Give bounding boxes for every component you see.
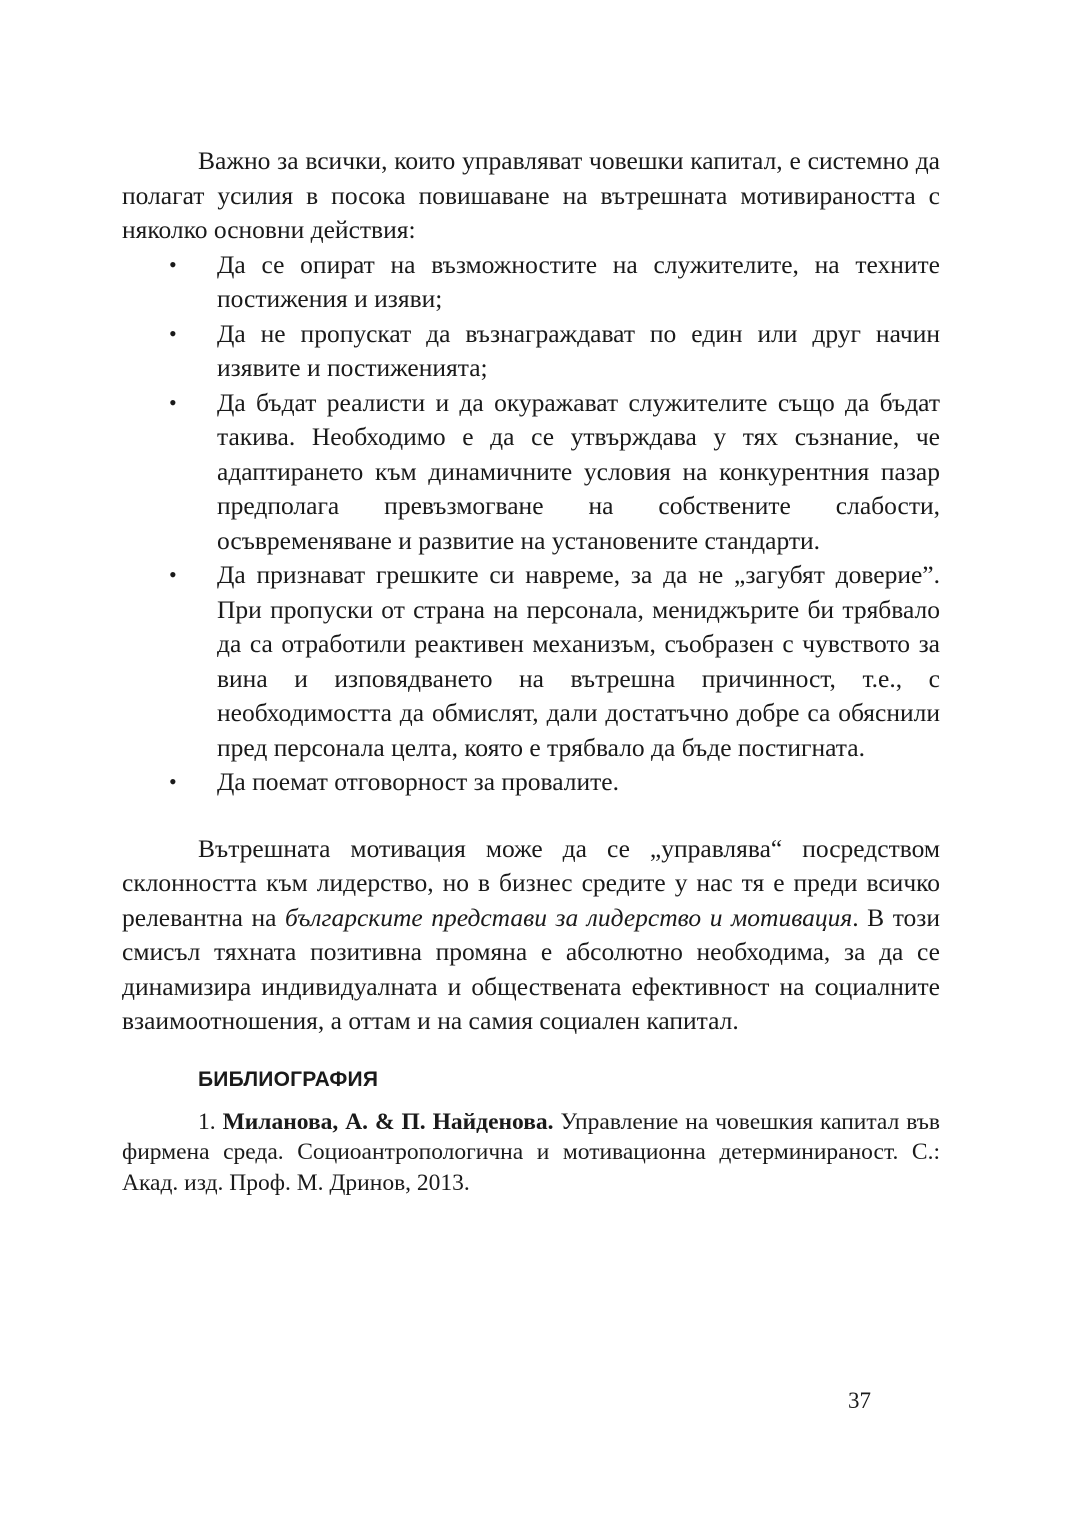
bullet-icon: • [169,251,177,277]
action-list [122,248,940,800]
bibliography-entry-authors: Миланова, А. & П. Найденова. [222,1108,554,1135]
page-body [122,144,940,1198]
bullet-icon: • [169,389,177,415]
bibliography-heading: БИБЛИОГРАФИЯ [198,1067,379,1091]
list-item-text: Да бъдат реалисти и да окуражават служителите също да бъдат такива. Необходимо е да се утвърждава у тях съзнание, че адаптирането към динамичните условия на конкурентния пазар предполага превъзмогване на собствените слабости, осъвременяване и развитие на установените стандарти. [217,387,940,555]
paragraph-italic-emphasis: българските представи за лидерство и мотивация [284,902,853,932]
bullet-icon: • [169,769,177,794]
bibliography-entry [122,1107,940,1199]
bullet-icon: • [169,320,177,346]
paragraph-text-start: Вътрешната мотивация може да се „управлява“ посредством склонността към лидерство, но в бизнес средите у нас тя е преди всичко релевантна на [122,833,940,932]
paragraph-text-end: . В този смисъл тяхната позитивна промяна е абсолютно необходима, за да се динамизира индивидуалната и обществената ефективност на социалните взаимоотношения, а оттам и на самия социален капитал. [122,902,941,1035]
list-item-text: Да се опират на възможностите на служителите, на техните постижения и изяви; [217,249,940,313]
list-item-text: Да не пропускат да възнаграждават по един или друг начин изявите и постиженията; [217,318,940,382]
list-item [122,765,940,800]
bibliography-entry-number: 1. [198,1108,216,1135]
list-item [122,317,940,386]
list-item-text: Да поемат отговорност за провалите. [217,767,619,796]
intro-paragraph: Важно за всички, които управляват човешки капитал, е системно да полагат усилия в посока повишаване на вътрешната мотивираността с няколко основни действия: [122,146,940,244]
page-number: 37 [848,1388,871,1413]
list-item [122,558,940,765]
bibliography-entry-text: Управление на човешкия капитал във фирмена среда. Социоантропологична и мотивационна детерминираност. С.: Акад. изд. Проф. М. Дринов, 2013. [122,1108,941,1196]
motivation-paragraph [122,832,940,1039]
list-item [122,248,940,317]
list-item [122,386,940,559]
list-item-text: Да признават грешките си навреме, за да не „загубят доверие”. При пропуски от страна на персонала, мениджърите би трябвало да са отработили реактивен механизъм, съобразен с чувството за вина и изповядването на вътрешна причинност, т.е., с необходимостта да обмислят, дали достатъчно добре са обяснили пред персонала целта, която е трябвало да бъде постигната. [217,560,940,762]
bullet-icon: • [169,562,177,587]
